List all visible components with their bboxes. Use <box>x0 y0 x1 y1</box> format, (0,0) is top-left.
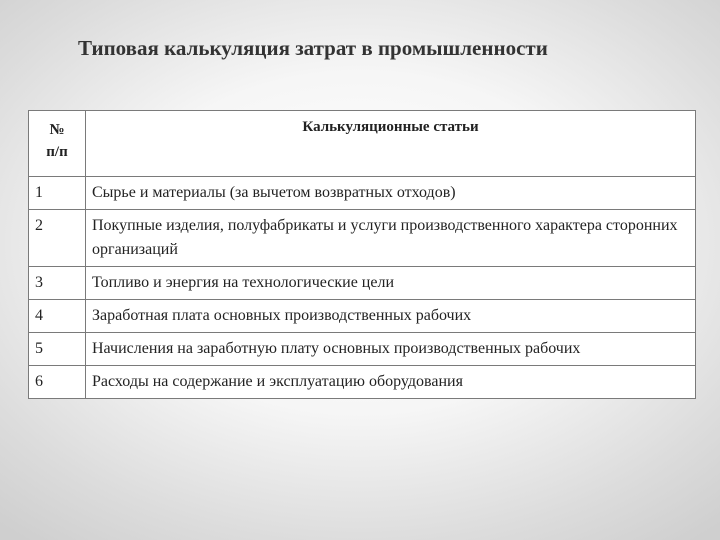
cost-item-text: Сырье и материалы (за вычетом возвратных отходов) <box>86 177 696 210</box>
row-number: 3 <box>29 267 86 300</box>
cost-item-text: Начисления на заработную плату основных производственных рабочих <box>86 333 696 366</box>
cost-item-text: Покупные изделия, полуфабрикаты и услуги производственного характера сторонних организаций <box>86 210 696 267</box>
table-row <box>29 366 696 399</box>
cost-item-text: Топливо и энергия на технологические цели <box>86 267 696 300</box>
table-row <box>29 333 696 366</box>
row-number: 5 <box>29 333 86 366</box>
cost-item-text: Расходы на содержание и эксплуатацию оборудования <box>86 366 696 399</box>
table-row <box>29 177 696 210</box>
row-number: 4 <box>29 300 86 333</box>
row-number: 2 <box>29 210 86 267</box>
number-header-abbrev: п/п <box>46 144 68 160</box>
row-number: 6 <box>29 366 86 399</box>
table-row <box>29 210 696 267</box>
number-header-symbol: № <box>49 122 65 138</box>
table-row <box>29 267 696 300</box>
table-header-row <box>29 111 696 177</box>
cost-item-column-header: Калькуляционные статьи <box>86 111 696 177</box>
cost-items-table <box>28 110 696 399</box>
row-number: 1 <box>29 177 86 210</box>
page-title: Типовая калькуляция затрат в промышленности <box>78 36 548 60</box>
table-row <box>29 300 696 333</box>
table-body <box>29 177 696 399</box>
cost-item-text: Заработная плата основных производственных рабочих <box>86 300 696 333</box>
number-column-header <box>29 111 86 177</box>
